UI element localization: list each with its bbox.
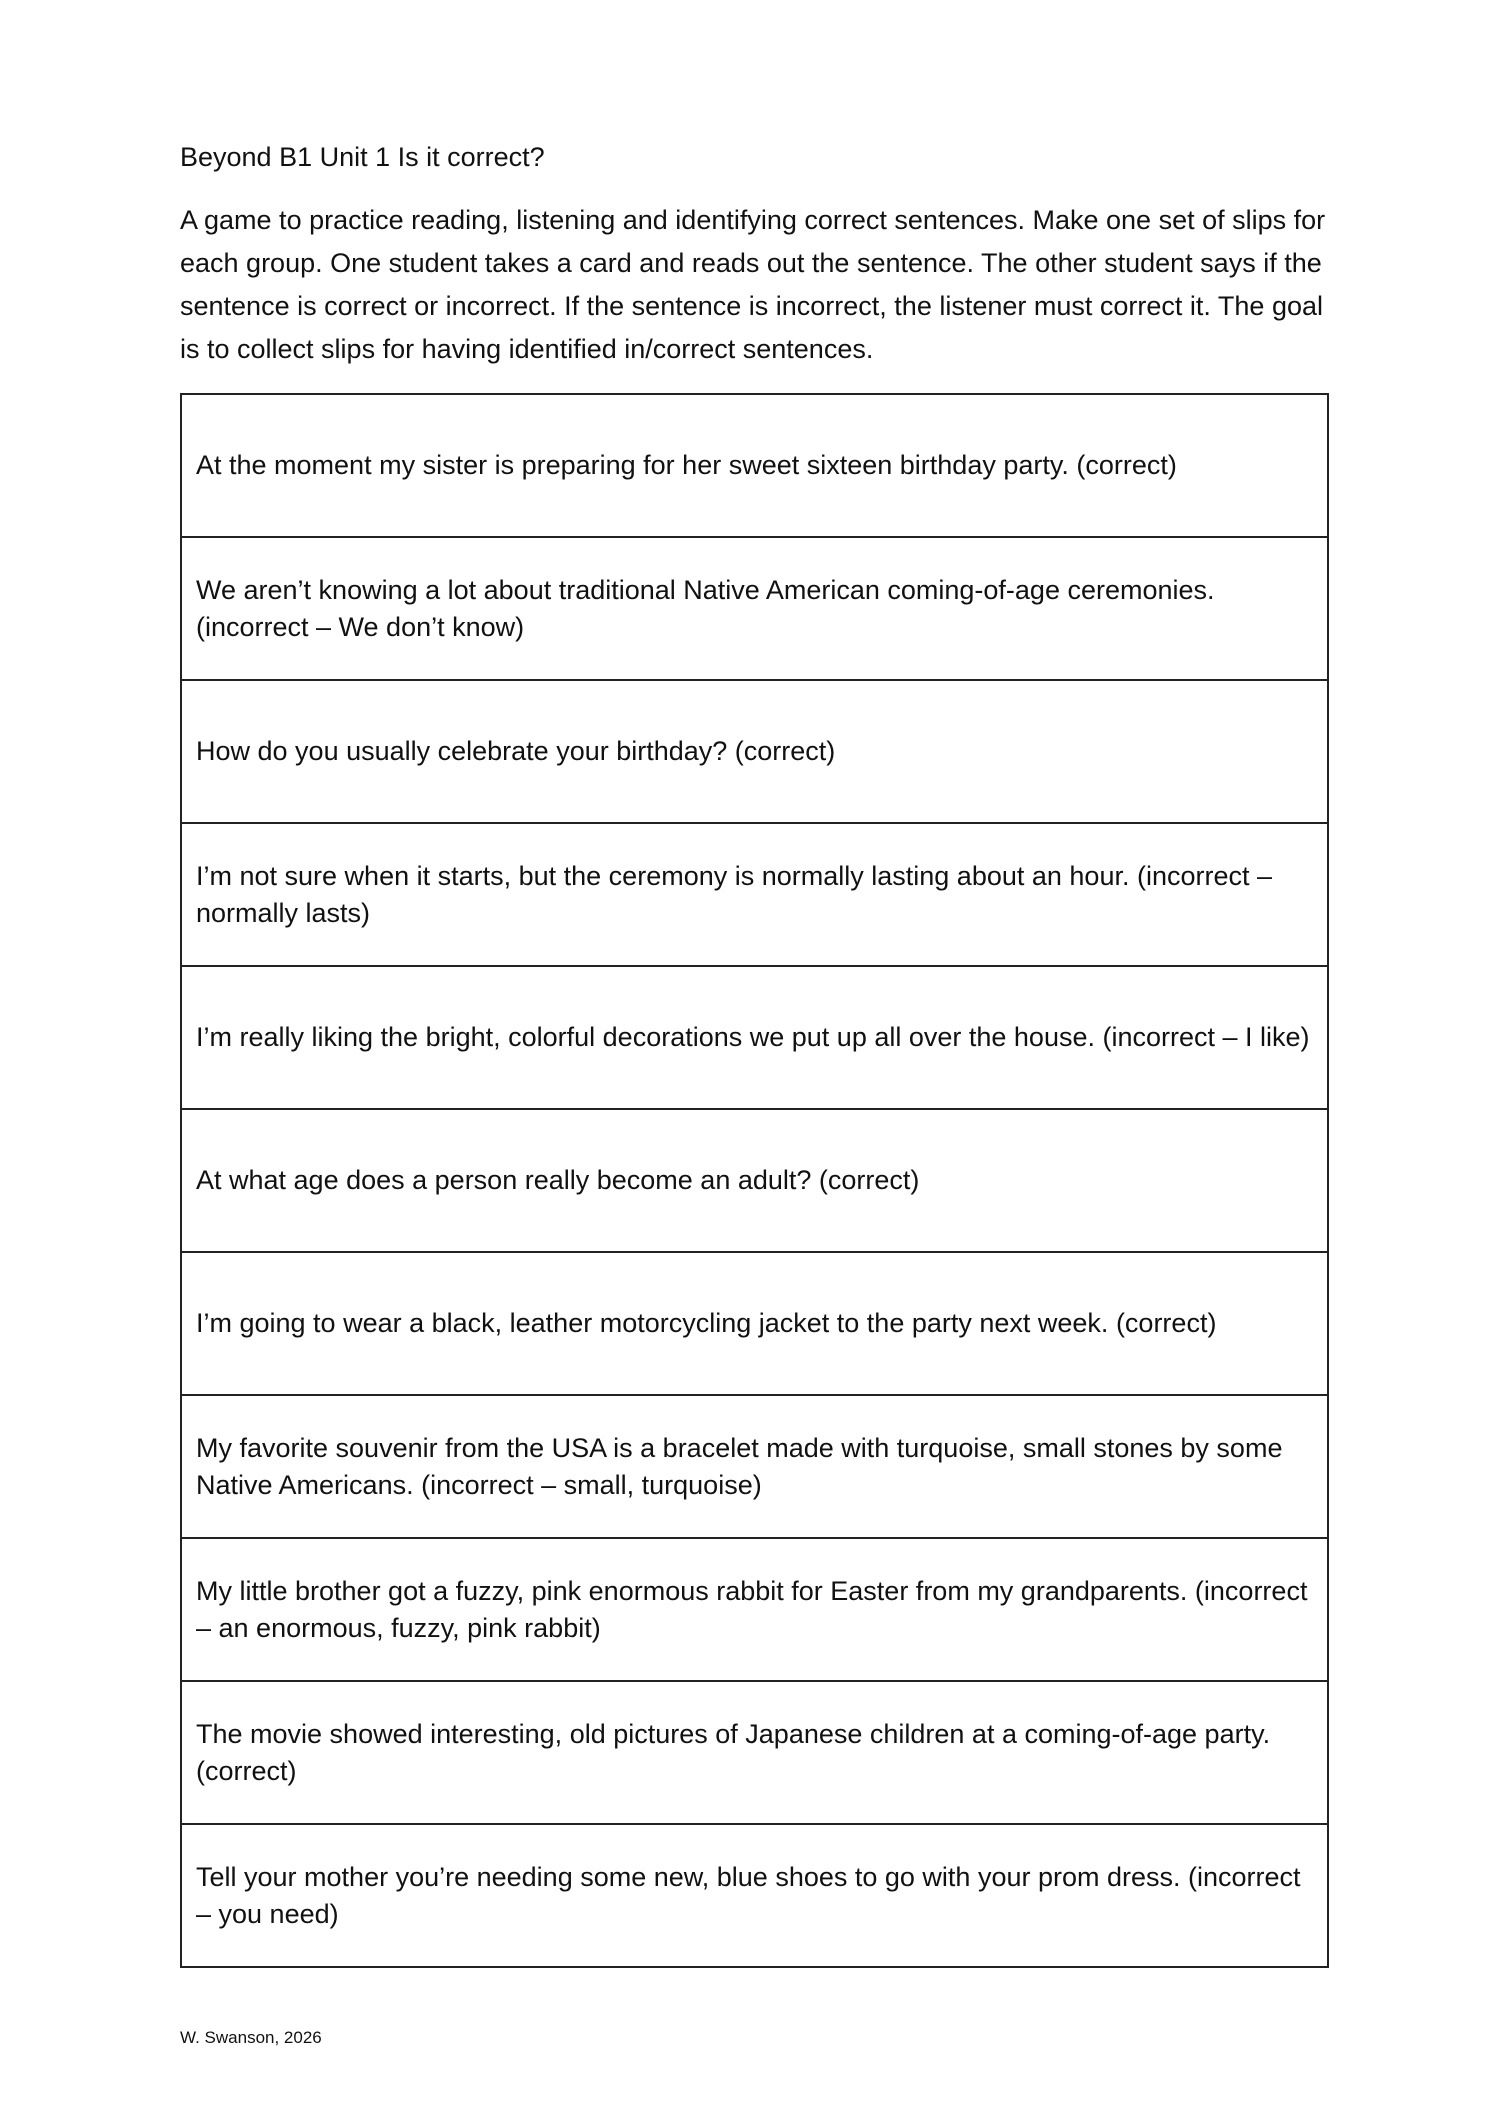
instructions-paragraph: A game to practice reading, listening and identifying correct sentences. Make one set of slips for each group. One student takes a card and reads out the sentence. The other student says if the sentence is correct or incorrect. If the sentence is incorrect, the listener must correct it. The goal is to collect slips for having identified in/correct sentences. xyxy=(180,205,1326,364)
sentence-slip: How do you usually celebrate your birthday? (correct) xyxy=(181,680,1328,823)
author-footer: W. Swanson, 2026 xyxy=(180,2028,322,2047)
sentence-slip: I’m going to wear a black, leather motorcycling jacket to the party next week. (correct) xyxy=(181,1252,1328,1395)
sentence-slip: My favorite souvenir from the USA is a bracelet made with turquoise, small stones by some Native Americans. (incorrect – small, turquoise) xyxy=(181,1395,1328,1538)
sentence-slip: The movie showed interesting, old pictures of Japanese children at a coming-of-age party. (correct) xyxy=(181,1681,1328,1824)
document-title: Beyond B1 Unit 1 Is it correct? xyxy=(180,142,545,172)
sentence-slip: At the moment my sister is preparing for her sweet sixteen birthday party. (correct) xyxy=(181,394,1328,537)
table-row xyxy=(181,1538,1328,1681)
sentence-slip: I’m really liking the bright, colorful decorations we put up all over the house. (incorrect – I like) xyxy=(181,966,1328,1109)
table-row xyxy=(181,966,1328,1109)
table-row xyxy=(181,537,1328,680)
sentence-slip: My little brother got a fuzzy, pink enormous rabbit for Easter from my grandparents. (incorrect – an enormous, fuzzy, pink rabbit) xyxy=(181,1538,1328,1681)
table-row xyxy=(181,1109,1328,1252)
table-row xyxy=(181,1252,1328,1395)
table-row xyxy=(181,823,1328,966)
sentence-slip: Tell your mother you’re needing some new, blue shoes to go with your prom dress. (incorrect – you need) xyxy=(181,1824,1328,1967)
sentence-slips-table xyxy=(180,393,1329,1968)
sentence-slip: At what age does a person really become an adult? (correct) xyxy=(181,1109,1328,1252)
sentence-slip: We aren’t knowing a lot about traditional Native American coming-of-age ceremonies. (incorrect – We don’t know) xyxy=(181,537,1328,680)
table-row xyxy=(181,394,1328,537)
table-row xyxy=(181,680,1328,823)
table-row xyxy=(181,1681,1328,1824)
table-row xyxy=(181,1824,1328,1967)
table-row xyxy=(181,1395,1328,1538)
sentence-slip: I’m not sure when it starts, but the ceremony is normally lasting about an hour. (incorrect – normally lasts) xyxy=(181,823,1328,966)
